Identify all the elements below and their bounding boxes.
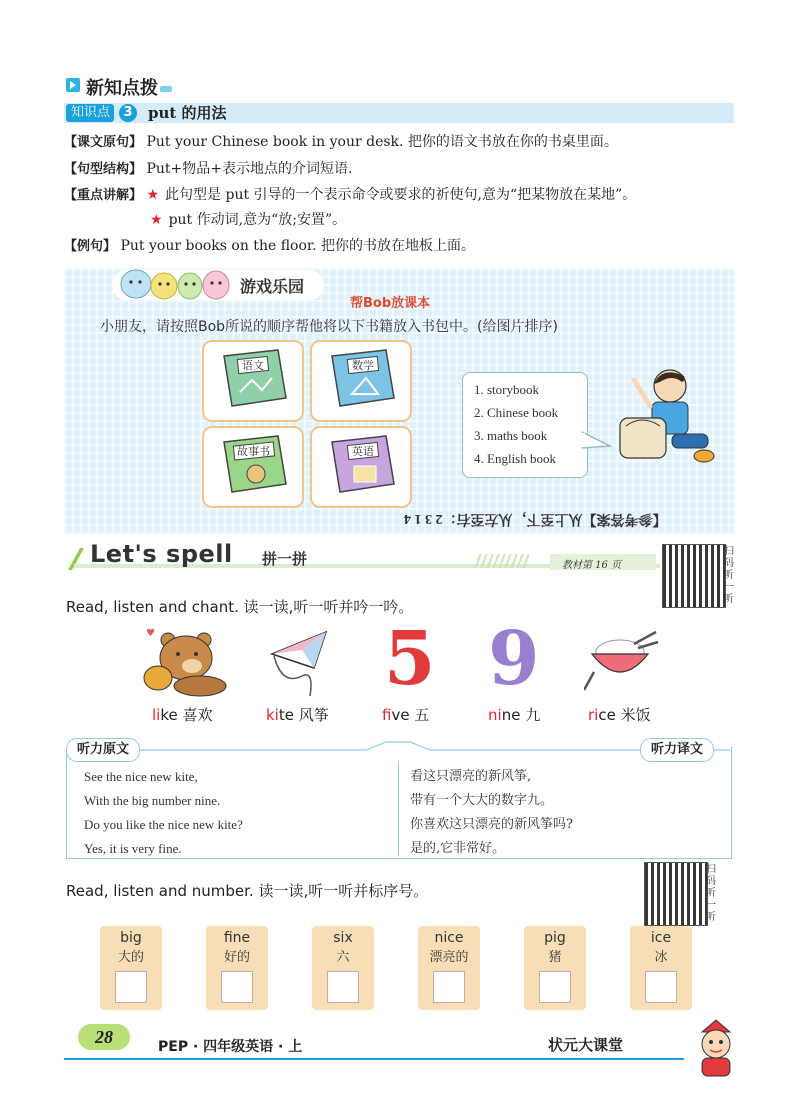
qr-label: 扫码听一听 [706, 864, 716, 923]
example-text: Put your books on the floor. 把你的书放在地板上面。 [120, 238, 475, 254]
answer-box[interactable] [539, 971, 571, 1003]
chant-instruction: Read, listen and chant. 读一读,听一听并吟一吟。 [66, 598, 414, 616]
word-highlight: fi [382, 706, 392, 724]
section-arrow-icon [66, 78, 80, 92]
mascot-icon [688, 1018, 744, 1080]
chick-icon [121, 270, 151, 298]
chick-icon [151, 273, 177, 299]
book-label: 故事书 [237, 445, 270, 458]
chick-icon [178, 273, 202, 299]
header-decoration [160, 86, 172, 92]
book-tile [310, 426, 412, 508]
example-label: 【例句】 [64, 239, 117, 254]
tab-listening-translation: 听力译文 [640, 738, 714, 762]
listening-line: See the nice new kite, [84, 769, 198, 784]
word-rest: te [278, 706, 294, 724]
card-word: pig [544, 930, 566, 946]
qr-label: 扫码听一听 [724, 546, 734, 605]
number-nine-icon: 9 [488, 616, 540, 702]
book-icon [204, 342, 302, 420]
book-label: 语文 [242, 359, 264, 372]
word-card [524, 926, 586, 1010]
listening-line: Do you like the nice new kite? [84, 817, 243, 832]
bubble-tail [582, 430, 612, 454]
explain-row-2 [150, 211, 346, 229]
game-title: 游戏乐园 [240, 277, 305, 296]
bubble-item: 1. storybook [474, 382, 539, 397]
source-sentence-row [64, 133, 618, 152]
word-rest: ve [391, 706, 410, 724]
spell-subtitle: 拼一拼 [262, 550, 308, 568]
game-instruction: 小朋友，请按照Bob所说的顺序帮他将以下书籍放入书包中。(给图片排序) [100, 319, 558, 335]
number-instruction: Read, listen and number. 读一读,听一听并标序号。 [66, 882, 429, 900]
explain-label: 【重点讲解】 [64, 188, 143, 203]
card-cn: 大的 [117, 950, 144, 965]
book-tile [310, 340, 412, 422]
chicks-illustration [116, 264, 236, 302]
star-icon: ★ [150, 212, 163, 228]
explain-row-1 [64, 186, 636, 205]
book-tile [202, 340, 304, 422]
knowledge-point-tag: 知识点 [66, 104, 114, 122]
word-cn: 喜欢 [182, 706, 213, 724]
word-five [382, 704, 429, 725]
listening-line: With the big number nine. [84, 793, 221, 808]
answer-box[interactable] [433, 971, 465, 1003]
number-five-icon: 5 [384, 616, 436, 702]
word-rest: ce [598, 706, 616, 724]
svg-text:♥: ♥ [146, 628, 155, 639]
kite-icon [262, 626, 338, 700]
card-word: six [333, 930, 353, 946]
footer-brand: 状元大课堂 [548, 1036, 624, 1054]
source-label: 【课文原句】 [64, 135, 143, 150]
word-cn: 五 [414, 706, 430, 724]
card-cn: 冰 [654, 950, 668, 965]
qr-code-icon[interactable] [644, 862, 708, 926]
qr-code-icon[interactable] [662, 544, 726, 608]
listening-line: Yes, it is very fine. [84, 841, 182, 856]
word-highlight: li [152, 706, 161, 724]
word-card [630, 926, 692, 1010]
word-kite [266, 704, 329, 725]
chick-icon [203, 271, 229, 299]
page-number: 28 [78, 1024, 130, 1050]
tab-listening-original: 听力原文 [66, 738, 140, 762]
translation-line: 看这只漂亮的新风筝, [410, 769, 532, 784]
card-word: ice [650, 930, 672, 946]
translation-line: 带有一个大大的数字九。 [410, 793, 554, 808]
spell-title: Let's spell [90, 540, 233, 568]
card-cn: 漂亮的 [429, 950, 469, 965]
word-highlight: ni [488, 706, 502, 724]
section-title: 新知点拨 [86, 78, 158, 99]
card-cn: 好的 [223, 950, 250, 965]
structure-text: Put+物品+表示地点的介词短语. [146, 161, 353, 177]
example-row [64, 237, 475, 256]
book-label: 英语 [352, 445, 374, 458]
word-card [100, 926, 162, 1010]
word-nine [488, 704, 540, 725]
word-card [312, 926, 374, 1010]
card-cn: 猪 [548, 950, 562, 965]
book-tile [202, 426, 304, 508]
card-cn: 六 [336, 950, 350, 965]
answer-box[interactable] [115, 971, 147, 1003]
star-icon: ★ [146, 187, 160, 203]
answer-box[interactable] [221, 971, 253, 1003]
translation-line: 你喜欢这只漂亮的新风筝吗? [410, 817, 573, 832]
word-card [418, 926, 480, 1010]
book-icon [204, 428, 302, 506]
structure-row [64, 160, 352, 179]
answer-box[interactable] [645, 971, 677, 1003]
bear-icon [140, 624, 232, 698]
explain-text-1: 此句型是 put 引导的一个表示命令或要求的祈使句,意为“把某物放在某地”。 [165, 187, 637, 203]
word-card [206, 926, 268, 1010]
card-word: big [120, 930, 142, 946]
knowledge-point-title: put 的用法 [148, 104, 227, 122]
word-rice [588, 704, 651, 725]
word-cn: 米饭 [620, 706, 651, 724]
book-label: 数学 [352, 359, 374, 372]
word-highlight: ri [588, 706, 599, 724]
explain-text-2: put 作动词,意为“放;安置”。 [168, 212, 347, 228]
word-rest: ke [160, 706, 178, 724]
word-cn: 九 [525, 706, 541, 724]
answer-box[interactable] [327, 971, 359, 1003]
textbook-page-ref: 教材第 16 页 [562, 560, 622, 571]
listening-divider [398, 762, 399, 856]
game-subtitle: 帮Bob放课本 [350, 296, 431, 311]
source-text: Put your Chinese book in your desk. 把你的语文书放在你的书桌里面。 [146, 134, 618, 150]
listening-box-top-border [66, 740, 730, 754]
book-icon [312, 342, 410, 420]
answer-text: 【参考答案】从上至下，从左至右：2 3 1 4 [404, 511, 667, 526]
card-word: fine [223, 930, 251, 946]
footer-series: PEP · 四年级英语 · 上 [158, 1039, 303, 1055]
word-cn: 风筝 [298, 706, 329, 724]
structure-label: 【句型结构】 [64, 162, 143, 177]
card-word: nice [434, 930, 464, 946]
translation-line: 是的,它非常好。 [410, 841, 506, 856]
book-icon [312, 428, 410, 506]
word-rest: ne [501, 706, 521, 724]
rice-bowl-icon [584, 630, 660, 694]
bubble-item: 2. Chinese book [474, 405, 559, 420]
word-highlight: ki [266, 706, 279, 724]
bubble-item: 3. maths book [474, 428, 548, 443]
bob-character-illustration [612, 366, 716, 472]
word-like [152, 704, 213, 725]
bubble-item: 4. English book [474, 451, 556, 466]
knowledge-point-number: 3 [119, 104, 137, 122]
